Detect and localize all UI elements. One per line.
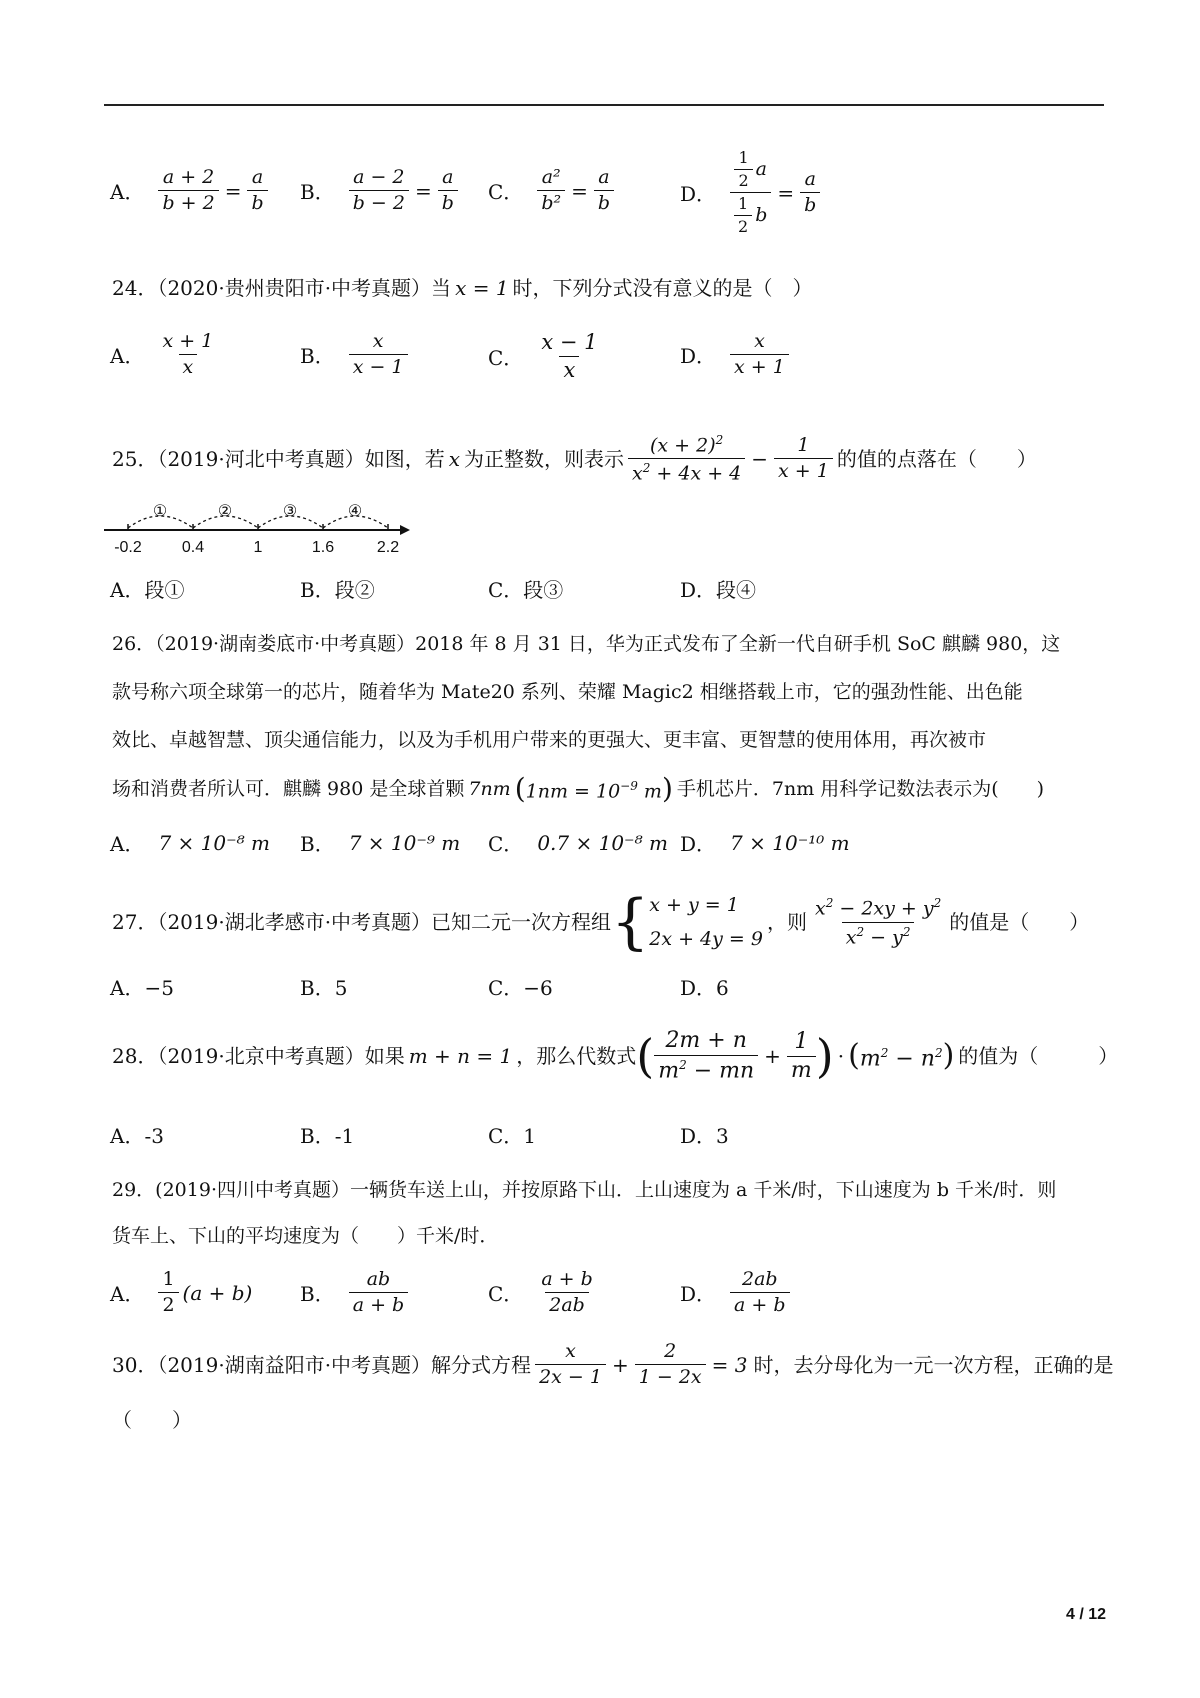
q25-option-d[interactable]: D．段④	[680, 578, 757, 602]
q26-line-4: 场和消费者所认可．麒麟 980 是全球首颗 7nm ( $1nm = 10^{-9}$ m ) 手机芯片．7nm 用科学记数法表示为( )	[112, 771, 1045, 805]
q27-option-d[interactable]: D．6	[680, 976, 729, 1000]
axis-label-5: 2.2	[376, 539, 400, 556]
q27-option-c[interactable]: C．−6	[488, 976, 553, 1000]
segment-label-2: ②	[217, 503, 233, 520]
q29-line-2: 货车上、下山的平均速度为（ ）千米/时．	[112, 1225, 499, 1247]
q25-option-a[interactable]: A．段①	[110, 578, 185, 602]
q23-d-compound-fraction: $\frac{1}{2}$ a $\frac{1}{2}$ b	[730, 150, 771, 235]
q25-fraction-2: $\frac{1}{x + 1}$	[774, 436, 833, 481]
axis-label-4: 1.6	[311, 539, 335, 556]
q23-a-denominator: b + 2	[158, 190, 218, 213]
q23-option-c[interactable]: C． $\frac{\text{a²}}{\text{b²}}$ = $\frac{a}{b}$	[488, 168, 614, 213]
q23-option-d[interactable]: D． $\frac{1}{2}$ a $\frac{1}{2}$ b = $\frac{a}{b}$	[680, 150, 820, 235]
q27-stem: 27．（2019·湖北孝感市·中考真题）已知二元一次方程组 { x + y = 1 2x + 4y = 9 ，则 $\frac{x^2 - 2xy + y^2}{x^2 - y^2}$ 的值是（ ）	[112, 887, 1090, 957]
q26-option-b[interactable]: B． 7 × 10⁻⁹ m	[300, 830, 461, 856]
q25-fraction-1: $\frac{(x + 2)^2}{x^2 + 4x + 4}$	[628, 434, 745, 484]
q23-a-numerator: a + 2	[162, 166, 215, 188]
axis-label-3: 1	[253, 539, 263, 556]
q23-option-a[interactable]: A． $\frac{a + 2}{b + 2}$ = $\frac{a}{b}$	[110, 168, 268, 213]
q27-fraction: $\frac{x^2 - 2xy + y^2}{x^2 - y^2}$	[814, 896, 942, 948]
q28-option-c[interactable]: C．1	[488, 1124, 537, 1148]
q26-option-a[interactable]: A． 7 × 10⁻⁸ m	[110, 830, 270, 856]
q27-option-b[interactable]: B．5	[300, 976, 348, 1000]
q29-line-1: 29．(2019·四川中考真题）一辆货车送上山，并按原路下山．上山速度为 a 千米/时，下山速度为 b 千米/时．则	[112, 1179, 1057, 1201]
q24-option-b[interactable]: B． $\frac{x}{x - 1}$	[300, 332, 408, 377]
q23-option-b[interactable]: B． $\frac{a - 2}{b - 2}$ = $\frac{a}{b}$	[300, 168, 458, 213]
axis-label-2: 0.4	[181, 539, 205, 556]
header-rule	[104, 104, 1104, 106]
q24-stem: 24．（2020·贵州贵阳市·中考真题）当 x = 1 时，下列分式没有意义的是（ ）	[112, 276, 813, 300]
q30-line-2: （ ）	[112, 1408, 192, 1432]
axis-label-1: -0.2	[114, 539, 142, 556]
q29-option-a[interactable]: A． $\frac{1}{2}$ (a + b)	[110, 1268, 253, 1316]
q25-number-line	[100, 500, 420, 560]
q25-stem: 25．（2019·河北中考真题）如图，若 x 为正整数，则表示 $\frac{(x + 2)^2}{x^2 + 4x + 4}$ − $\frac{1}{x + 1}$ 的值的点落在（ ）	[112, 433, 1037, 485]
q29-option-b[interactable]: B． $\frac{ab}{a + b}$	[300, 1270, 408, 1315]
q26-line-1: 26．（2019·湖南娄底市·中考真题）2018 年 8 月 31 日，华为正式发布了全新一代自研手机 SoC 麒麟 980，这	[112, 633, 1061, 655]
q24-option-c[interactable]: C． $\frac{x - 1}{x}$	[488, 330, 598, 382]
segment-label-1: ①	[152, 503, 168, 520]
segment-label-3: ③	[282, 503, 298, 520]
q29-option-d[interactable]: D． $\frac{2ab}{a + b}$	[680, 1270, 790, 1315]
q28-option-a[interactable]: A．-3	[110, 1124, 164, 1148]
q25-option-b[interactable]: B．段②	[300, 578, 375, 602]
q26-line-2: 款号称六项全球第一的芯片，随着华为 Mate20 系列、荣耀 Magic2 相继搭载上市，它的强劲性能、出色能	[112, 681, 1023, 703]
q28-stem: 28．（2019·北京中考真题）如果 m + n = 1 ，那么代数式 ( $\frac{2m + n}{m^2 - mn}$ + $\frac{1}{m}$ ) · ( $m^2 - n^2$ ) 的值为（ ）	[112, 1028, 1119, 1084]
q28-option-b[interactable]: B．-1	[300, 1124, 355, 1148]
q29-option-c[interactable]: C． $\frac{a + b}{2ab}$	[488, 1268, 593, 1316]
page-number: 4 / 12	[1065, 1606, 1106, 1623]
q27-equation-system: x + y = 1 2x + 4y = 9	[649, 894, 763, 950]
q26-option-c[interactable]: C． 0.7 × 10⁻⁸ m	[488, 830, 668, 856]
segment-label-4: ④	[347, 503, 363, 520]
q24-option-a[interactable]: A． $\frac{x + 1}{x}$	[110, 330, 214, 378]
q26-line-3: 效比、卓越智慧、顶尖通信能力，以及为手机用户带来的更强大、更丰富、更智慧的使用体用，再次被市	[112, 729, 987, 751]
q28-option-d[interactable]: D．3	[680, 1124, 729, 1148]
q26-option-d[interactable]: D． 7 × 10⁻¹⁰ m	[680, 830, 850, 856]
q27-option-a[interactable]: A．−5	[110, 976, 174, 1000]
q30-stem: 30．（2019·湖南益阳市·中考真题）解分式方程 $\frac{x}{2x - 1}$ + $\frac{2}{1 - 2x}$ = 3 时，去分母化为一元一次方程，正确的是	[112, 1340, 1114, 1388]
q24-option-d[interactable]: D． $\frac{x}{x + 1}$	[680, 332, 789, 377]
q25-option-c[interactable]: C．段③	[488, 578, 564, 602]
